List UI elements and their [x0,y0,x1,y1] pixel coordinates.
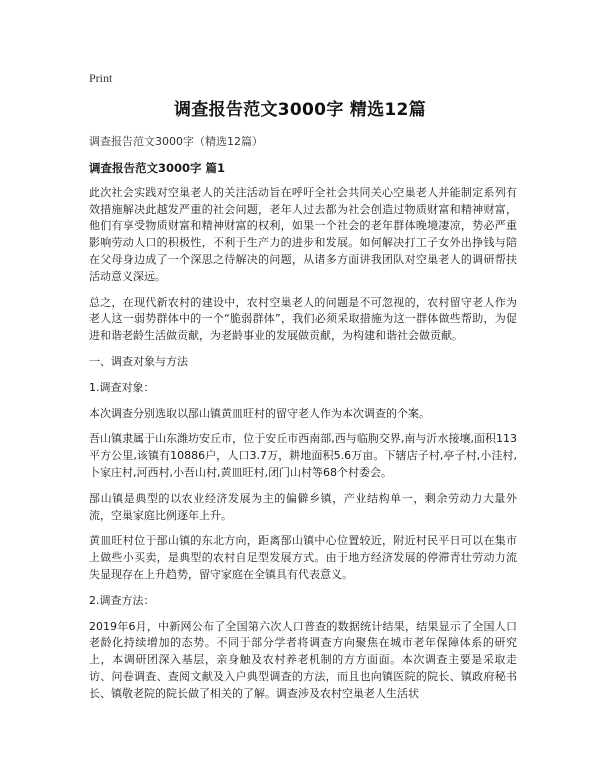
paragraph-town-economy: 郚山镇是典型的以农业经济发展为主的偏僻乡镇，产业结构单一，剩余劳动力大量外流，空巢家庭比例逐年上升。 [89,491,517,522]
heading-survey-objects: 1.调查对象： [89,380,155,394]
document-subtitle: 调查报告范文3000字（精选12篇） [89,135,263,148]
heading-survey-methods: 2.调查方法： [89,593,155,607]
section-heading: 调查报告范文3000字 篇1 [89,161,226,175]
document-title: 调查报告范文3000字 精选12篇 [174,100,426,120]
paragraph-village-profile: 黄皿旺村位于郚山镇的东北方向，距离郚山镇中心位置较近，附近村民平日可以在集市上做些小买卖，是典型的农村自足型发展方式。由于地方经济发展的停滞青壮劳动力流失显现存在上升趋势，留守家庭在全镇具有代表意义。 [89,534,517,581]
document-body [89,160,517,712]
paragraph-summary: 总之，在现代新农村的建设中，农村空巢老人的问题是不可忽视的，农村留守老人作为老人这一弱势群体中的一个“脆弱群体”，我们必须采取措施为这一群体做些帮助，为促进和谐老龄生活做贡献，为老龄事业的发展做贡献，为构建和谐社会做贡献。 [89,295,517,343]
paragraph-survey-methods: 2019年6月，中新网公布了全国第六次人口普查的数据统计结果，结果显示了全国人口老龄化持续增加的态势。不同于部分学者将调查方向聚焦在城市老年保障体系的研究上，本调研团深入基层，亲身触及农村养老机制的方方面面。本次调查主要是采取走访、问卷调查、查阅文献及入户典型调查的方法，而且也向镇医院的院长、镇政府秘书长、镇敬老院的院长做了相关的了解。调查涉及农村空巢老人生活状 [89,619,517,700]
paragraph-survey-case: 本次调查分别选取以郚山镇黄皿旺村的留守老人作为本次调查的个案。 [89,406,430,420]
print-label: Print [89,71,113,85]
paragraph-intro: 此次社会实践对空巢老人的关注活动旨在呼吁全社会共同关心空巢老人并能制定系列有效措施解决此越发严重的社会问题，老年人过去都为社会创造过物质财富和精神财富，他们有享受物质财富和精神财富的权利，如果一个社会的老年群体晚境凄凉，势必严重影响劳动人口的积极性，不利于生产力的进步和发展。如何解决打工子女外出挣钱与陪在父母身边成了一个深思之待解决的问题，从诸多方面讲我团队对空巢老人的调研帮扶活动意义深远。 [89,185,517,283]
paragraph-town-profile: 吾山镇隶属于山东潍坊安丘市，位于安丘市西南部,西与临朐交界,南与沂水接壤,面积113平方公里,该镇有10886户，人口3.7万，耕地面积5.6万亩。下辖店子村,亭子村,小洼村,卜家庄村,河西村,小吾山村,黄皿旺村,闭门山村等68个村委会。 [89,432,517,479]
heading-survey-objects-methods: 一、调查对象与方法 [89,354,188,368]
